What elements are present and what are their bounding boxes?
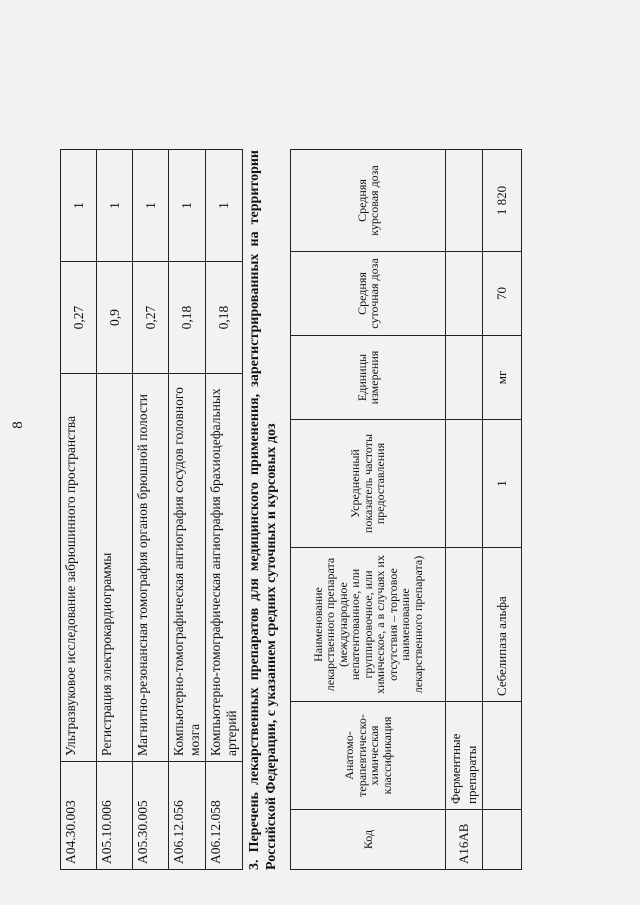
drug-units: мг	[483, 336, 522, 420]
drug-daily-dose: 70	[483, 252, 522, 336]
service-multiplicity: 1	[169, 150, 206, 262]
drug-course-dose: 1 820	[483, 150, 522, 252]
service-frequency: 0,27	[133, 262, 169, 374]
group-name: Ферментные препараты	[446, 702, 483, 810]
drug-table	[290, 149, 522, 870]
group-code: A16AB	[446, 810, 483, 870]
service-multiplicity: 1	[61, 150, 97, 262]
drug-table-header	[291, 150, 446, 870]
service-frequency: 0,27	[61, 262, 97, 374]
table-row	[133, 150, 169, 870]
rotated-page-content	[60, 150, 640, 870]
services-table	[60, 149, 243, 870]
service-multiplicity: 1	[133, 150, 169, 262]
service-frequency: 0,18	[169, 262, 206, 374]
service-name: Компьютерно-томографическая ангиография сосудов головного мозга	[169, 374, 206, 762]
service-name: Ультразвуковое исследование забрюшинного пространства	[61, 374, 97, 762]
header-code: Код	[291, 810, 446, 870]
page-number: 8	[10, 421, 26, 429]
table-row	[206, 150, 243, 870]
service-name: Компьютерно-томографическая ангиография брахиоцефальных артерий	[206, 374, 243, 762]
service-code: A05.10.006	[97, 762, 133, 870]
service-frequency: 0,9	[97, 262, 133, 374]
table-row	[169, 150, 206, 870]
section3-heading: 3. Перечень лекарственных препаратов для медицинского применения, зарегистрированных на территории Российской Федерации, с указанием средних суточных и курсовых доз	[247, 150, 279, 870]
header-drug-name: Наименование лекарственного препарата (международное непатентованное, или группировочное, или химическое, а в случаях их отсутствия – торговое наименование лекарственного препарата)	[291, 548, 446, 702]
service-frequency: 0,18	[206, 262, 243, 374]
service-multiplicity: 1	[206, 150, 243, 262]
service-multiplicity: 1	[97, 150, 133, 262]
table-row	[97, 150, 133, 870]
header-atc: Анатомо-терапевтическо-химическая классификация	[291, 702, 446, 810]
drug-frequency: 1	[483, 420, 522, 548]
header-course-dose: Средняя курсовая доза	[291, 150, 446, 252]
service-code: A05.30.005	[133, 762, 169, 870]
service-code: A06.12.056	[169, 762, 206, 870]
service-name: Регистрация электрокардиограммы	[97, 374, 133, 762]
service-code: A04.30.003	[61, 762, 97, 870]
header-units: Единицы измерения	[291, 336, 446, 420]
table-row	[483, 150, 522, 870]
table-row	[61, 150, 97, 870]
table-row	[446, 150, 483, 870]
drug-name: Себелипаза альфа	[483, 548, 522, 702]
service-code: A06.12.058	[206, 762, 243, 870]
header-daily-dose: Средняя суточная доза	[291, 252, 446, 336]
service-name: Магнитно-резонансная томография органов брюшной полости	[133, 374, 169, 762]
header-frequency: Усредненный показатель частоты предоставления	[291, 420, 446, 548]
